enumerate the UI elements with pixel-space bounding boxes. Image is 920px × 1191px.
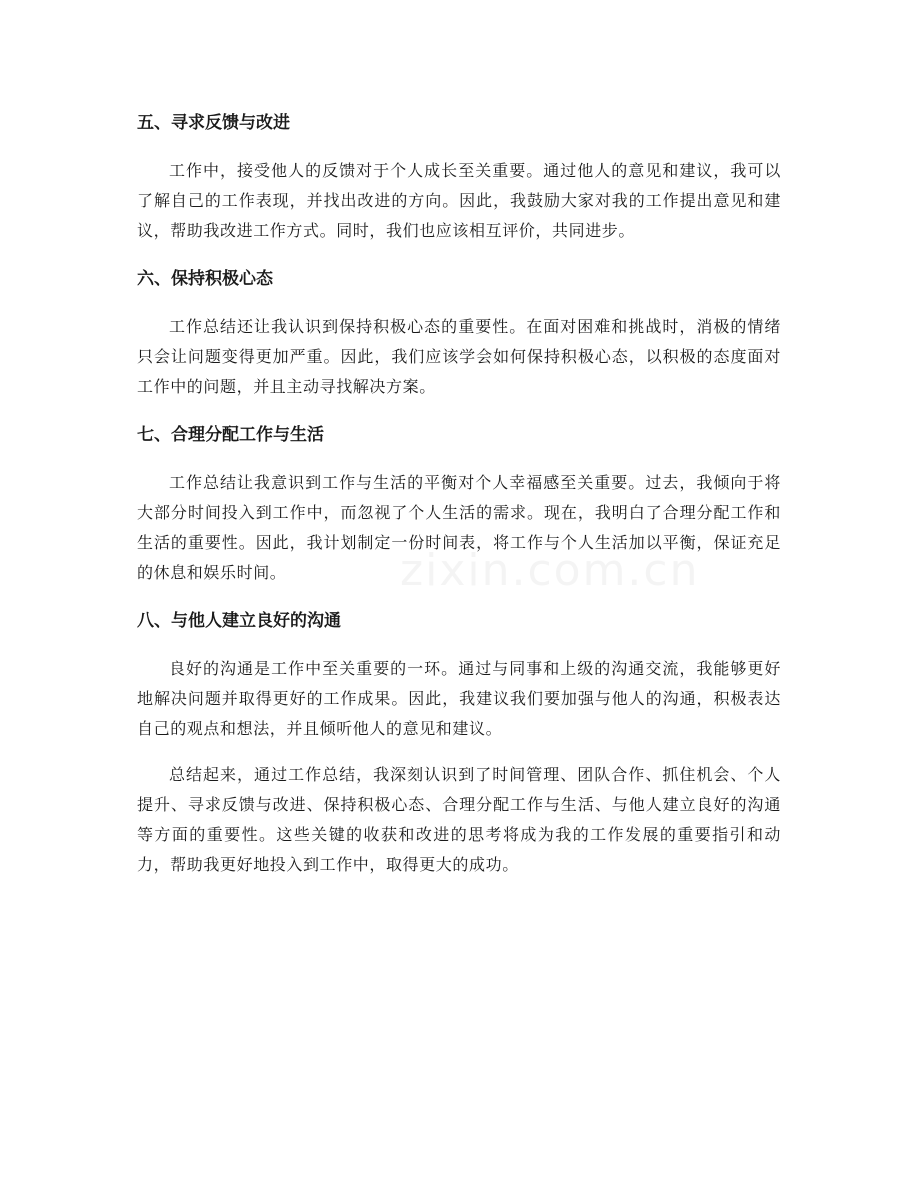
section-paragraph-6: 工作总结还让我认识到保持积极心态的重要性。在面对困难和挑战时，消极的情绪只会让问题变得更加严重。因此，我们应该学会如何保持积极心态，以积极的态度面对工作中的问题，并且主动寻找解决方案。 (137, 317, 781, 396)
section-paragraph-5: 工作中，接受他人的反馈对于个人成长至关重要。通过他人的意见和建议，我可以了解自己的工作表现，并找出改进的方向。因此，我鼓励大家对我的工作提出意见和建议，帮助我改进工作方式。同时，我们也应该相互评价，共同进步。 (137, 161, 781, 240)
section-title-6: 六、保持积极心态 (137, 269, 273, 289)
section-paragraph-7: 工作总结让我意识到工作与生活的平衡对个人幸福感至关重要。过去，我倾向于将大部分时间投入到工作中，而忽视了个人生活的需求。现在，我明白了合理分配工作和生活的重要性。因此，我计划制定一份时间表，将工作与个人生活加以平衡，保证充足的休息和娱乐时间。 (137, 473, 781, 582)
document-body (137, 106, 781, 880)
section-title-5: 五、寻求反馈与改进 (137, 113, 290, 133)
watermark: zixin.com.cn (400, 545, 700, 596)
conclusion-paragraph: 总结起来，通过工作总结，我深刻认识到了时间管理、团队合作、抓住机会、个人提升、寻求反馈与改进、保持积极心态、合理分配工作与生活、与他人建立良好的沟通等方面的重要性。这些关键的收获和改进的思考将成为我的工作发展的重要指引和动力，帮助我更好地投入到工作中，取得更大的成功。 (137, 765, 781, 874)
section-paragraph-8: 良好的沟通是工作中至关重要的一环。通过与同事和上级的沟通交流，我能够更好地解决问题并取得更好的工作成果。因此，我建议我们要加强与他人的沟通，积极表达自己的观点和想法，并且倾听他人的意见和建议。 (137, 659, 781, 738)
section-title-8: 八、与他人建立良好的沟通 (137, 611, 341, 631)
section-title-7: 七、合理分配工作与生活 (137, 425, 324, 445)
